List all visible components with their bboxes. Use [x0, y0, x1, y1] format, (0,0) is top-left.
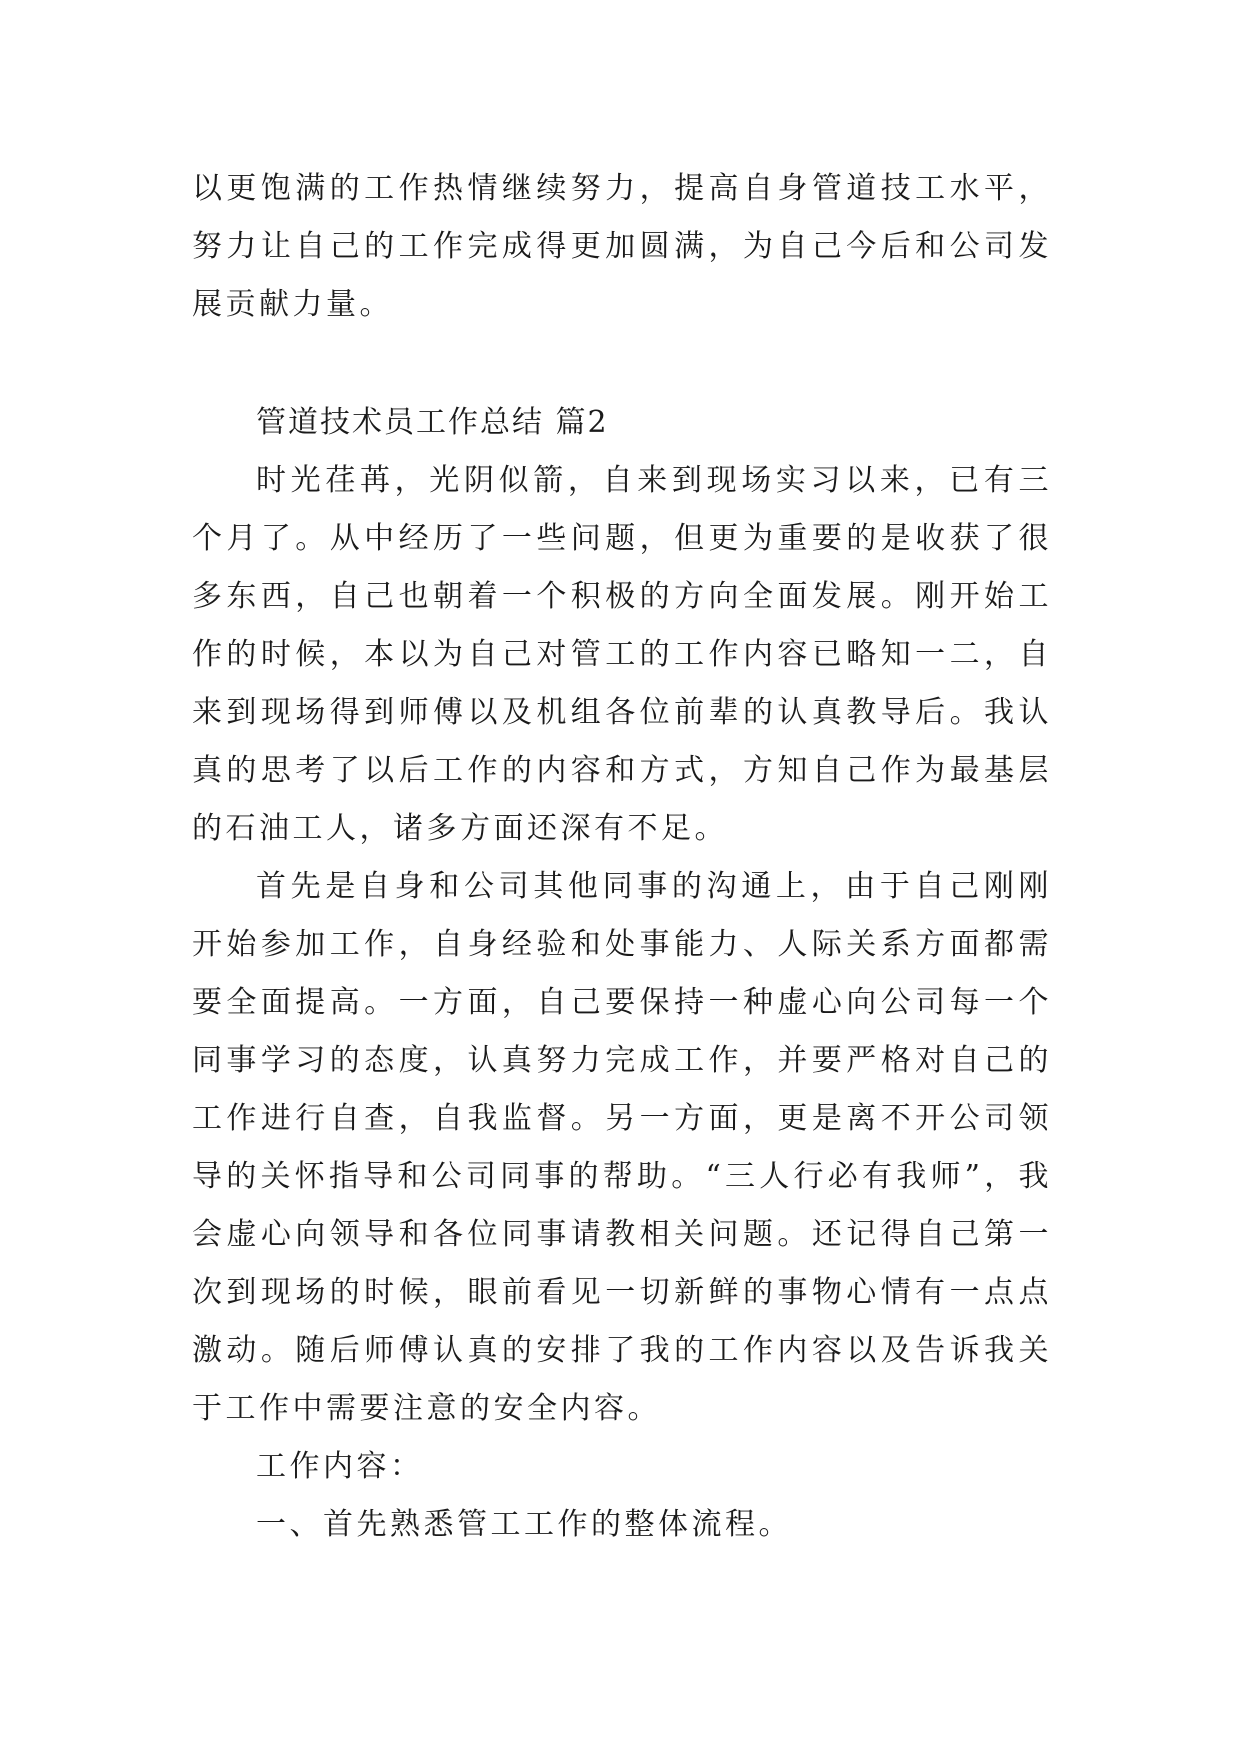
- body-text-block: [192, 452, 1052, 1554]
- section-title: 管道技术员工作总结 篇2: [256, 405, 609, 440]
- work-content-label: 工作内容：: [256, 1449, 424, 1484]
- body-paragraph-2: 首先是自身和公司其他同事的沟通上，由于自己刚刚开始参加工作，自身经验和处事能力、人际关系方面都需要全面提高。一方面，自己要保持一种虚心向公司每一个同事学习的态度，认真努力完成工作，并要严格对自己的工作进行自查，自我监督。另一方面，更是离不开公司领导的关怀指导和公司同事的帮助。“三人行必有我师”，我会虚心向领导和各位同事请教相关问题。还记得自己第一次到现场的时候，眼前看见一切新鲜的事物心情有一点点激动。随后师傅认真的安排了我的工作内容以及告诉我关于工作中需要注意的安全内容。: [192, 869, 1052, 1426]
- body-paragraph-1: 时光荏苒，光阴似箭，自来到现场实习以来，已有三个月了。从中经历了一些问题，但更为重要的是收获了很多东西，自己也朝着一个积极的方向全面发展。刚开始工作的时候，本以为自己对管工的工作内容已略知一二，自来到现场得到师傅以及机组各位前辈的认真教导后。我认真的思考了以后工作的内容和方式，方知自己作为最基层的石油工人，诸多方面还深有不足。: [192, 463, 1052, 846]
- intro-text-block: [192, 160, 1052, 334]
- work-item-1: 一、首先熟悉管工工作的整体流程。: [256, 1507, 792, 1542]
- intro-paragraph: 以更饱满的工作热情继续努力，提高自身管道技工水平，努力让自己的工作完成得更加圆满，为自己今后和公司发展贡献力量。: [192, 171, 1052, 322]
